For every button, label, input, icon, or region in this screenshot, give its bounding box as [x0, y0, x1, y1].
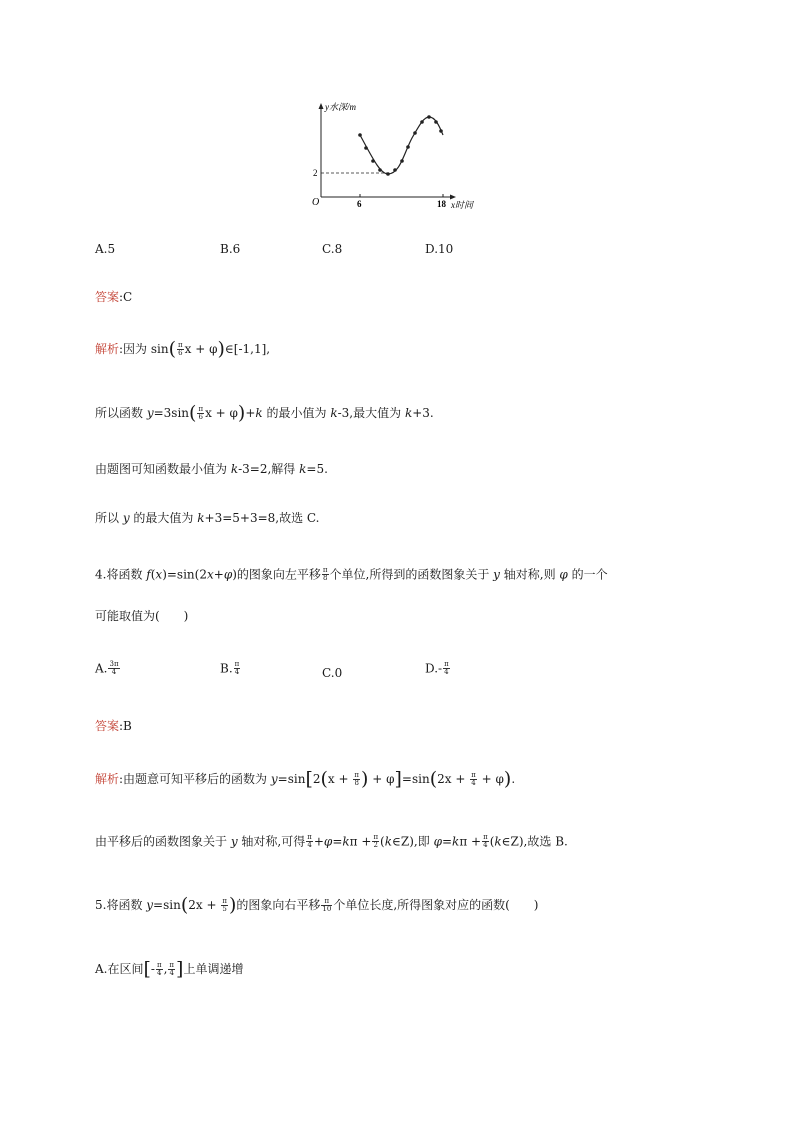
q3-analysis-line-2	[95, 404, 434, 423]
var-y: y	[122, 511, 130, 525]
numerator: π	[471, 770, 476, 779]
data-point	[420, 120, 424, 124]
text-segment: π +	[349, 834, 372, 849]
text-segment: 4.将函数	[95, 567, 147, 582]
var-k: k	[342, 834, 350, 849]
text-segment: 的一个	[567, 567, 608, 582]
paren-close: )	[228, 894, 237, 916]
analysis-label: 解析	[95, 342, 120, 356]
var-k: k	[330, 406, 338, 420]
paren-open: (	[429, 768, 438, 790]
q4-option-a	[95, 661, 121, 677]
var-y: y	[270, 772, 278, 786]
text-segment: 轴对称,则	[499, 567, 560, 582]
text-segment: =	[441, 834, 453, 849]
data-point	[371, 159, 375, 163]
var-k: k	[197, 511, 205, 525]
numerator: 3π	[109, 660, 119, 668]
data-point	[358, 133, 362, 137]
numerator: π	[373, 833, 379, 841]
denominator: 4	[307, 841, 312, 850]
q3-answer	[95, 291, 132, 303]
numerator: π	[156, 960, 162, 969]
data-point	[378, 168, 382, 172]
fraction-pi-over-4	[156, 962, 163, 978]
numerator: π	[222, 896, 227, 905]
text-segment: (	[380, 834, 385, 849]
text-segment: -3=2,解得	[238, 462, 300, 476]
option-letter: A.	[95, 661, 108, 676]
text-segment: (	[150, 567, 156, 582]
comma: ,	[163, 962, 168, 976]
denominator: 5	[222, 905, 227, 913]
numerator: π	[178, 340, 183, 349]
denominator: 8	[322, 574, 328, 583]
var-f: f	[146, 567, 151, 582]
var-phi: φ	[559, 567, 568, 582]
denominator: 8	[354, 779, 359, 787]
graph-svg	[300, 95, 500, 220]
bracket-open: [	[143, 958, 151, 980]
paren-close: )	[237, 402, 246, 424]
numerator: π	[169, 960, 175, 969]
var-phi: φ	[433, 834, 442, 849]
var-y: y	[493, 567, 500, 582]
var-k: k	[230, 462, 239, 476]
var-k: k	[452, 834, 460, 849]
var-y: y	[146, 406, 154, 420]
text-segment: -3,最大值为	[337, 406, 405, 420]
x-tick-18-label: 18	[437, 199, 446, 209]
text-segment: + φ	[368, 772, 395, 786]
answer-label: 答案	[95, 719, 120, 733]
denominator: 4	[471, 779, 476, 787]
text-segment: x + φ	[184, 342, 218, 356]
data-point	[393, 168, 397, 172]
numerator: π	[321, 898, 332, 906]
text-segment: 上单调递增	[183, 962, 244, 976]
bracket-open: [	[305, 768, 313, 790]
numerator: π	[234, 660, 240, 668]
text-segment: )=sin(2	[162, 567, 207, 582]
fraction-pi-over-8	[322, 567, 329, 583]
data-point	[400, 159, 404, 163]
text-segment: =sin	[153, 898, 181, 912]
q3-option-a: A.5	[95, 242, 116, 256]
numerator: π	[354, 770, 359, 779]
text-segment: =sin	[277, 772, 306, 786]
text-segment: =sin	[401, 772, 430, 786]
paren-open: (	[320, 768, 328, 790]
var-x: x	[155, 567, 163, 582]
q3-analysis-line-3	[95, 463, 328, 475]
text-segment: 2x +	[188, 898, 221, 912]
q3-option-b: B.6	[220, 242, 241, 256]
data-point	[406, 145, 410, 149]
denominator: 2	[373, 841, 378, 850]
fraction-pi-over-6	[197, 406, 204, 422]
numerator: π	[322, 566, 328, 574]
y-tick-2-label: 2	[313, 168, 318, 178]
bracket-close: ]	[394, 768, 402, 790]
denominator: 4	[444, 668, 449, 677]
text-segment: 的最大值为	[129, 511, 198, 525]
data-point	[413, 131, 417, 135]
paren-close: )	[217, 338, 225, 360]
q4-stem-line-1	[95, 567, 608, 583]
var-k: k	[299, 462, 307, 476]
denominator: 6	[198, 413, 203, 421]
fraction-pi-over-4	[443, 661, 450, 677]
var-y: y	[146, 898, 154, 912]
text-segment: +	[245, 406, 256, 420]
x-axis-arrow	[450, 195, 456, 200]
fraction-pi-over-4	[234, 661, 241, 677]
var-phi: φ	[323, 834, 333, 849]
data-point	[434, 120, 438, 124]
text-segment: 所以函数	[95, 406, 147, 420]
text-segment: A.在区间	[95, 962, 144, 976]
depth-curve	[360, 117, 443, 174]
numerator: π	[307, 833, 312, 841]
var-k: k	[404, 406, 413, 420]
text-segment: +3.	[412, 406, 434, 420]
denominator: 4	[111, 668, 117, 677]
var-y: y	[230, 834, 238, 849]
option-letter: B.	[220, 661, 233, 676]
text-segment: 轴对称,可得	[237, 834, 306, 849]
numerator: π	[198, 404, 204, 413]
text-segment: x + φ	[205, 406, 238, 420]
text-segment: 2	[312, 772, 321, 786]
var-k: k	[494, 834, 502, 849]
y-axis-arrow	[319, 103, 324, 109]
answer-value: :C	[119, 290, 133, 304]
data-point	[439, 129, 443, 133]
text-segment: )的图象向左平移	[232, 567, 321, 582]
denominator: 4	[483, 841, 488, 850]
paren-open: (	[180, 894, 189, 916]
var-k: k	[255, 406, 263, 420]
q4-stem-line-2: 可能取值为( )	[95, 609, 189, 623]
text-segment: 由题图可知函数最小值为	[95, 462, 231, 476]
numerator: π	[444, 660, 449, 668]
text-segment: + φ	[477, 772, 504, 786]
fraction-pi-over-10	[321, 898, 332, 914]
bracket-close: ]	[176, 958, 184, 980]
text-segment: +3=5+3=8,故选 C.	[204, 511, 320, 525]
x-axis-label: x时间	[451, 200, 473, 210]
text-segment: =5.	[306, 462, 328, 476]
answer-label: 答案	[95, 290, 120, 304]
var-phi: φ	[223, 567, 233, 582]
text-segment: =	[332, 834, 343, 849]
q3-analysis-line-1	[95, 340, 270, 359]
denominator: 10	[322, 905, 332, 913]
var-x: x	[206, 567, 214, 582]
text-segment: 的图象向右平移	[236, 898, 321, 912]
answer-value: :B	[119, 719, 132, 733]
q4-option-d	[425, 661, 451, 677]
fraction-pi-over-4	[306, 834, 313, 850]
text-segment: +	[313, 834, 324, 849]
denominator: 6	[178, 349, 183, 357]
text-segment: ∈Z),故选 B.	[501, 834, 568, 849]
denominator: 4	[169, 969, 174, 977]
depth-time-graph	[300, 95, 500, 220]
q5-option-a	[95, 960, 243, 979]
text-segment: 的最小值为	[262, 406, 331, 420]
text-segment: π +	[459, 834, 482, 849]
text-segment: 5.将函数	[95, 898, 147, 912]
text-segment: (	[489, 834, 495, 849]
fraction-pi-over-6	[177, 342, 184, 358]
fraction-pi-over-2	[372, 834, 379, 850]
q4-option-c: C.0	[322, 666, 343, 680]
q5-stem	[95, 896, 539, 915]
origin-label: O	[312, 197, 320, 208]
text-segment: :由题意可知平移后的函数为	[119, 772, 271, 786]
option-letter: D.	[425, 661, 439, 676]
text-segment: 2x +	[437, 772, 470, 786]
fraction-pi-over-4	[470, 772, 477, 788]
analysis-label: 解析	[95, 772, 120, 786]
denominator: 4	[234, 668, 240, 677]
paren-close: )	[503, 768, 512, 790]
fraction-pi-over-4	[482, 834, 489, 850]
data-point	[427, 115, 431, 119]
text-segment: 个单位长度,所得图象对应的函数( )	[333, 898, 539, 912]
data-point	[364, 146, 368, 150]
text-segment: ∈[-1,1],	[224, 342, 271, 356]
text-segment: +	[213, 567, 224, 582]
text-segment: .	[511, 772, 516, 786]
fraction-pi-over-4	[168, 962, 175, 978]
y-axis-label: y水深/m	[325, 102, 356, 112]
text-segment: 所以	[95, 511, 123, 525]
minus-sign: -	[438, 661, 443, 676]
text-segment: :因为 sin	[119, 342, 169, 356]
q3-analysis-line-4	[95, 512, 320, 524]
minus-sign: -	[150, 962, 155, 976]
q3-option-d: D.10	[425, 242, 454, 256]
data-points	[358, 115, 443, 176]
q4-answer	[95, 720, 132, 732]
text-segment: 个单位,所得到的函数图象关于	[329, 567, 494, 582]
q4-analysis-line-2	[95, 834, 568, 850]
q3-option-c: C.8	[322, 242, 343, 256]
q4-analysis-line-1	[95, 770, 515, 789]
text-segment: x +	[327, 772, 353, 786]
paren-close: )	[360, 768, 369, 790]
denominator: 4	[157, 969, 162, 977]
fraction-3pi-over-4	[108, 661, 119, 677]
fraction-pi-over-8	[353, 772, 360, 788]
var-k: k	[384, 834, 393, 849]
data-point	[386, 172, 390, 176]
q4-option-b	[220, 661, 241, 677]
text-segment: 由平移后的函数图象关于	[95, 834, 231, 849]
text-segment: =3sin	[153, 406, 190, 420]
numerator: π	[483, 833, 488, 841]
text-segment: ∈Z),即	[392, 834, 434, 849]
paren-open: (	[189, 402, 197, 424]
fraction-pi-over-5	[221, 898, 228, 914]
paren-open: (	[168, 338, 177, 360]
x-tick-6-label: 6	[357, 199, 362, 209]
